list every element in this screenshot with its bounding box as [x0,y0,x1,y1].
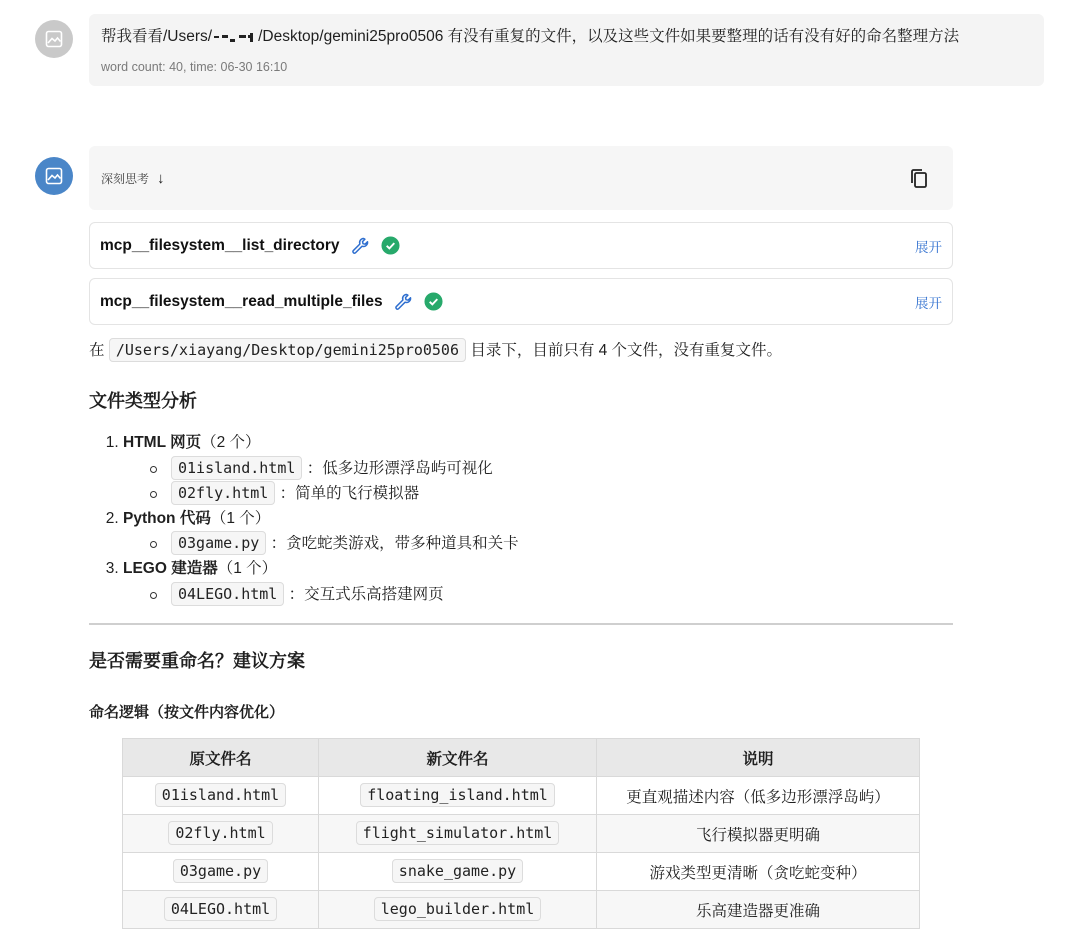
image-icon [44,166,64,186]
deep-thinking-label: 深刻思考 [101,171,150,186]
list-item: 1. HTML 网页（2 个） 01island.html ：低多边形漂浮岛屿可视化 02fly.html ：简单的飞行模拟器 [123,431,953,507]
section-title-rename: 是否需要重命名？建议方案 [89,651,305,672]
file-name: 02fly.html [171,481,275,505]
user-message-meta: word count: 40, time: 06-30 16:10 [101,60,288,74]
list-item: 3. LEGO 建造器（1 个） 04LEGO.html ：交互式乐高搭建网页 [123,557,953,607]
original-file-name: 02fly.html [168,821,272,845]
new-file-name: flight_simulator.html [356,821,560,845]
directory-path: /Users/xiayang/Desktop/gemini25pro0506 [109,338,466,362]
deep-thinking-toggle[interactable] [89,146,953,210]
original-file-name: 03game.py [173,859,268,883]
column-header: 新文件名 [319,739,597,777]
intro-paragraph: 在 /Users/xiayang/Desktop/gemini25pro0506 目录下，目前只有 4 个文件，没有重复文件。 [89,336,953,365]
arrow-down-icon: ↓ [157,169,165,187]
table-row [123,815,920,853]
new-file-name: floating_island.html [360,783,555,807]
list-item: 01island.html ：低多边形漂浮岛屿可视化 [147,456,953,482]
table-row [123,777,920,815]
file-name: 01island.html [171,456,302,480]
tool-call-list-directory [89,222,953,269]
list-item: 2. Python 代码（1 个） 03game.py ：贪吃蛇类游戏，带多种道具和关卡 [123,507,953,557]
redacted-username [212,29,258,43]
expand-button[interactable]: 展开 [915,239,942,255]
user-avatar [35,20,73,58]
rename-table [122,738,920,929]
original-file-name: 04LEGO.html [164,897,277,921]
column-header: 说明 [597,739,920,777]
tool-name: mcp__filesystem__list_directory [100,236,340,254]
list-item: 02fly.html ：简单的飞行模拟器 [147,481,953,507]
tool-call-read-multiple-files [89,278,953,325]
table-header-row [123,739,920,777]
description-cell: 更直观描述内容（低多边形漂浮岛屿） [597,777,920,815]
table-row [123,853,920,891]
expand-button[interactable]: 展开 [915,295,942,311]
column-header: 原文件名 [123,739,319,777]
table-row [123,891,920,929]
description-cell: 游戏类型更清晰（贪吃蛇变种） [597,853,920,891]
image-icon [44,29,64,49]
file-name: 04LEGO.html [171,582,284,606]
assistant-response [89,336,953,722]
user-message-bubble [89,14,1044,86]
subsection-title-naming-logic: 命名逻辑（按文件内容优化） [89,704,285,722]
success-check-icon [424,292,443,311]
tool-name: mcp__filesystem__read_multiple_files [100,292,383,310]
user-message-text: 帮我看看/Users/ /Desktop/gemini25pro0506 有没有重复的文件，以及这些文件如果要整理的话有没有好的命名整理方法 [101,28,960,45]
new-file-name: snake_game.py [392,859,523,883]
section-title-file-types: 文件类型分析 [89,391,197,411]
list-item: 04LEGO.html ：交互式乐高搭建网页 [147,582,953,608]
divider [89,623,953,625]
description-cell: 飞行模拟器更明确 [597,815,920,853]
file-name: 03game.py [171,531,266,555]
assistant-avatar [35,157,73,195]
success-check-icon [381,236,400,255]
new-file-name: lego_builder.html [374,897,542,921]
list-item: 03game.py ：贪吃蛇类游戏，带多种道具和关卡 [147,531,953,557]
wrench-icon [350,236,370,256]
original-file-name: 01island.html [155,783,286,807]
file-type-list [89,431,953,607]
wrench-icon [393,292,413,312]
copy-icon[interactable] [909,167,931,191]
description-cell: 乐高建造器更准确 [597,891,920,929]
